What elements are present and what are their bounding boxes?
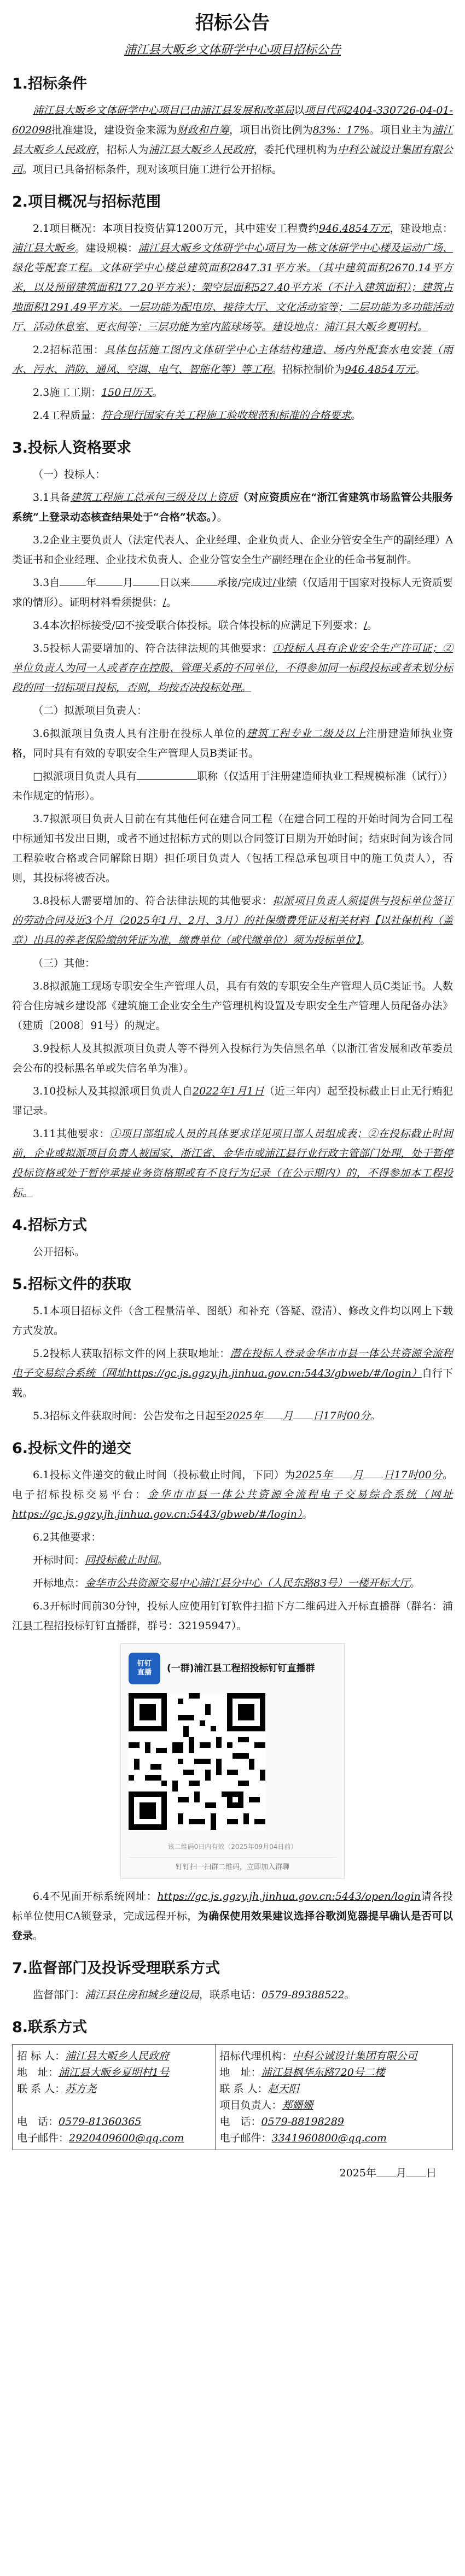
dingtalk-qr-card [120,1643,345,1879]
req-3-8b: 3.8拟派施工现场专职安全生产管理人员，具有有效的专职安全生产管理人员C类证书。人数符合住房城乡建设部《建筑施工企业安全生产管理机构设置及专职安全生产管理人员配备办法》（建质〔2008〕91号）的规定。 [12,980,453,1032]
doc-5-2: 5.2投标人获取招标文件的网上获取地址：潜在投标人登录金华市市县一体公共资源全流程电子交易综合系统（网址https://gc.js.ggzy.jh.jinhua.gov.cn:5443/gbweb/#/login）自行下载。 [12,1348,453,1399]
agency-info: 招标代理机构：中科公诚设计集团有限公司 地 址：浦江县枫华东路720号二楼 联 系 人：赵天阳 项目负责人：郑姗姗 电 话：0579-88198289 电子邮件：3341960800@qq.com [215,2045,452,2150]
page-title: 招标公告 [195,12,270,34]
construction-period: 2.3施工工期：150日历天。 [33,387,163,399]
open-location: 开标地点：金华市公共资源交易中心浦江县分中心（人民东路83号）一楼开标大厅。 [33,1577,421,1589]
notice-date: 2025年 月 日 [12,2163,453,2183]
doc-5-1: 5.1本项目招标文件（含工程量清单、图纸）和补充（答疑、澄清）、修改文件均以网上下载方式发放。 [12,1305,453,1337]
section-heading-5: 5.招标文件的获取 [12,1276,132,1293]
submit-6-2: 6.2其他要求： [33,1531,102,1543]
contact-table [12,2044,453,2150]
sub-heading-manager: （二）拟派项目负责人： [33,705,148,717]
bid-method: 公开招标。 [33,1246,85,1258]
req-3-1: 3.1具备建筑工程施工总承包三级及以上资质（对应资质应在“浙江省建筑市场监管公共服务系统”上登录动态核查结果处于“合格”状态。）。 [12,491,453,523]
section-heading-1: 1.招标条件 [12,75,88,92]
checkbox-icon: ☑ [115,619,125,631]
section-heading-8: 8.联系方式 [12,2019,88,2036]
req-title: □拟派项目负责人具有 职称（仅适用于注册建造师执业工程规模标准（试行））未作规定的情形）。 [12,766,453,806]
project-overview: 2.1项目概况：本项目投资估算1200万元，其中建安工程费约946.4854万元，建设地点：浦江县大畈乡。建设规模：浦江县大畈乡文体研学中心项目为一栋文体研学中心楼及运动广场、绿化等配套工程。文体研学中心楼总建筑面积2847.31平方米。（其中建筑面积2670.14平方米，以及预留建筑面积177.20平方米）；架空层面积527.40平方米（不计入建筑面积）；建筑占地面积1291.49平方米。一层功能为配电房、接待大厅、文化活动室等；二层功能为多功能活动厅、活动休息室、更衣间等；三层功能为室内篮球场等。建设地点：浦江县大畈乡夏明村。 [12,223,453,333]
quality-requirement: 2.4工程质量：符合现行国家有关工程施工验收规范和标准的合格要求。 [33,409,362,421]
req-3-5: 3.5投标人需要增加的、符合法律法规的其他要求：①投标人具有企业安全生产许可证；②单位负责人为同一人或者存在控股、管理关系的不同单位，不得参加同一标段投标或者未划分标段的同一招标项目投标，否则，均按否决投标处理。 [12,642,453,694]
submit-6-4: 6.4不见面开标系统网址：https://gc.js.ggzy.jh.jinhua.gov.cn:5443/open/login请各投标单位使用CA锁登录，完成远程开标，为确保使用效果建议选择谷歌浏览器提早确认是否可以登录。 [12,1890,453,1942]
agency-email[interactable]: 3341960800@qq.com [271,2132,387,2144]
bid-scope: 2.2招标范围：具体包括施工图内文体研学中心主体结构建造、场内外配套水电安装（雨水、污水、消防、通风、空调、电气、智能化等）等工程。招标控制价为946.4854万元。 [12,344,453,376]
section-heading-6: 6.投标文件的递交 [12,1440,132,1457]
req-3-3: 3.3自 年 月 日以来 承接/完成过/业绩（仅适用于国家对投标人无资质要求的情形）。证明材料看须提供：/。 [12,573,453,612]
qr-code-icon[interactable] [129,1693,265,1830]
submit-6-3: 6.3开标时间前30分钟，投标人应使用钉钉软件扫描下方二维码进入开标直播群（群名：浦江县工程招投标钉钉直播群，群号：32195947）。 [12,1600,453,1632]
qr-caption: 该二维码0日内有效（2025年09月04日前） [167,1843,298,1851]
download-link[interactable]: 潜在投标人登录金华市市县一体公共资源全流程电子交易综合系统（网址https://gc.js.ggzy.jh.jinhua.gov.cn:5443/gbweb/#/login） [12,1348,453,1379]
doc-5-3: 5.3招标文件获取时间：公告发布之日起至2025年 月 日17时00分。 [12,1406,453,1426]
req-3-4: 3.4本次招标接受/☑不接受联合体投标。联合体投标的应满足下列要求：/。 [33,619,378,631]
checkbox-empty-icon: □ [33,770,43,782]
section-1-body: 浦江县大畈乡文体研学中心项目已由浦江县发展和改革局以项目代码2404-330726-04-01-602098批准建设，建设资金来源为财政和自筹，项目出资比例为83%：17%。项目业主为浦江县大畈乡人民政府，招标人为浦江县大畈乡人民政府，委托代理机构为中科公诚设计集团有限公司。项目已具备招标条件，现对该项目施工进行公开招标。 [12,104,453,175]
section-heading-2: 2.项目概况与招标范围 [12,194,161,210]
open-time: 开标时间：同投标截止时间。 [33,1554,168,1566]
remote-open-link[interactable]: https://gc.js.ggzy.jh.jinhua.gov.cn:5443/open/login [157,1890,421,1902]
section-heading-7: 7.监督部门及投诉受理联系方式 [12,1960,220,1977]
page-subtitle: 浦江县大畈乡文体研学中心项目招标公告 [124,43,341,57]
req-3-7: 3.7拟派项目负责人目前在有其他任何在建合同工程（在建合同工程的开始时间为合同工程中标通知书发出日期，或者不通过招标方式的则以合同签订日期为开始时间；结束时间为该合同工程验收合格或合同解除日期）担任项目负责人（包括工程总承包项目中的施工负责人），否则，其投标将被否决。 [12,813,453,884]
submit-platform-link[interactable]: 金华市市县一体公共资源全流程电子交易综合系统（网址https://gc.js.ggzy.jh.jinhua.gov.cn:5443/gbweb/#/login） [12,1489,453,1520]
section-heading-3: 3.投标人资格要求 [12,440,132,456]
req-3-6: 3.6拟派项目负责人具有注册在投标人单位的建筑工程专业二级及以上注册建造师执业资格，同时具有有效的专职安全生产管理人员B类证书。 [12,728,453,759]
tenderer-email[interactable]: 2920409600@qq.com [69,2132,184,2144]
supervision: 监督部门：浦江县住房和城乡建设局，联系电话：0579-89388522。 [33,1989,355,2001]
sub-heading-bidder: （一）投标人： [33,469,106,481]
section-heading-4: 4.招标方式 [12,1217,88,1234]
submit-6-1: 6.1投标文件递交的截止时间（投标截止时间，下同）为2025年 月 日17时00分。电子招标投标交易平台：金华市市县一体公共资源全流程电子交易综合系统（网址https://gc.js.ggzy.jh.jinhua.gov.cn:5443/gbweb/#/login）。 [12,1465,453,1524]
req-3-11: 3.11其他要求：①项目部组成人员的具体要求详见项目部人员组成表；②在投标截止时间前，企业或拟派项目负责人被国家、浙江省、金华市或浦江县行业行政主管部门处理，处于暂停投标资格或处于暂停承接业务资格期或有不良行为记录（在公示期内）的，不得参加本工程投标。 [12,1128,453,1199]
group-logo-icon: 钉钉 直播 [129,1653,160,1684]
tenderer-info: 招 标 人：浦江县大畈乡人民政府 地 址：浦江县大畈乡夏明村1号 联 系 人：苏方尧 电 话：0579-81360365 电子邮件：2920409600@qq.com [13,2045,216,2150]
qr-group-name: (一群)浦江县工程招投标钉钉直播群 [167,1663,315,1674]
sub-heading-other: （三）其他： [33,957,96,969]
req-3-10: 3.10投标人及其拟派项目负责人自2022年1月1日（近三年内）起至投标截止日止无行贿犯罪记录。 [12,1085,454,1117]
qr-footer: 钉钉扫一扫群二维码，立即加入群聊 [129,1857,336,1873]
req-3-2: 3.2企业主要负责人（法定代表人、企业经理、企业负责人、企业分管安全生产的副经理）A类证书和企业经理、企业技术负责人、企业分管安全生产副经理在企业的任命书复制件。 [12,534,453,566]
req-3-9: 3.9投标人及其拟派项目负责人等不得列入投标行为失信黑名单（以浙江省发展和改革委员会公布的投标黑名单或失信名单为准）。 [12,1043,453,1074]
req-3-8: 3.8投标人需要增加的、符合法律法规的其他要求：拟派项目负责人须提供与投标单位签订的劳动合同及近3个月（2025年1月、2月、3月）的社保缴费凭证及相关材料【以社保机构（盖章）出具的养老保险缴纳凭证为准，缴费单位（或代缴单位）须为投标单位】。 [12,895,453,946]
